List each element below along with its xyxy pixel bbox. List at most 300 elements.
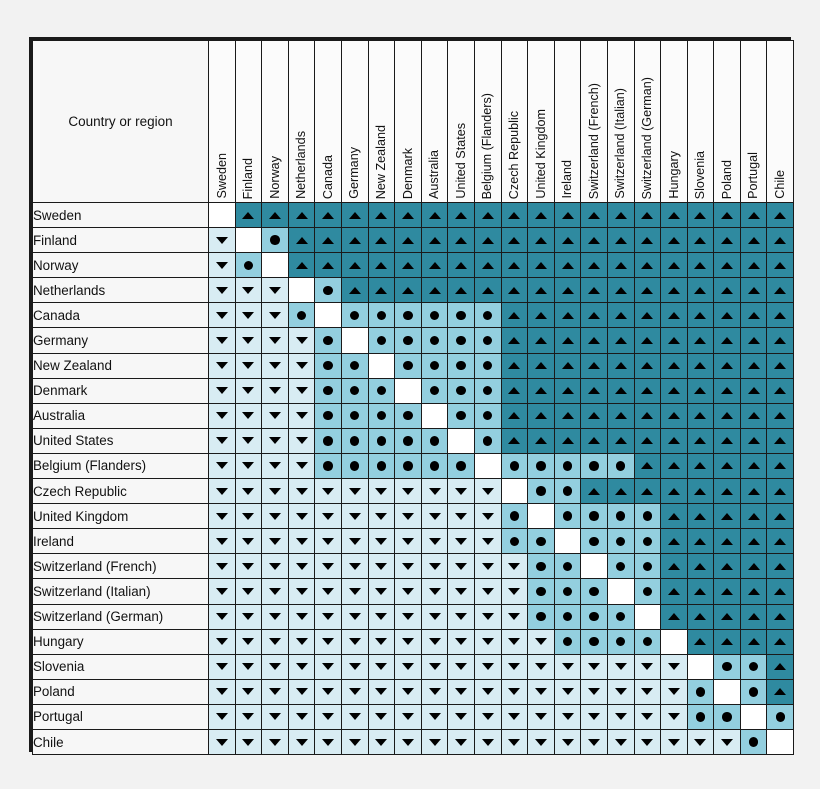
triangle-down-icon <box>216 588 228 595</box>
matrix-cell <box>554 378 581 403</box>
table-row <box>33 504 794 529</box>
matrix-cell <box>581 479 608 504</box>
triangle-up-icon <box>349 287 361 294</box>
matrix-cell <box>395 479 422 504</box>
triangle-up-icon <box>588 262 600 269</box>
matrix-cell <box>235 203 262 228</box>
triangle-up-icon <box>748 287 760 294</box>
triangle-up-icon <box>694 538 706 545</box>
matrix-cell <box>474 504 501 529</box>
matrix-cell <box>740 403 767 428</box>
matrix-cell <box>607 228 634 253</box>
column-header-6 <box>341 41 368 203</box>
matrix-cell <box>395 504 422 529</box>
triangle-up-icon <box>402 262 414 269</box>
matrix-cell <box>714 303 741 328</box>
triangle-down-icon <box>296 337 308 344</box>
circle-icon <box>350 461 359 470</box>
matrix-cell <box>262 729 289 754</box>
matrix-cell <box>209 579 236 604</box>
triangle-down-icon <box>482 613 494 620</box>
matrix-cell <box>767 579 794 604</box>
table-row <box>33 554 794 579</box>
circle-icon <box>403 361 412 370</box>
triangle-up-icon <box>668 613 680 620</box>
triangle-up-icon <box>322 212 334 219</box>
triangle-up-icon <box>508 437 520 444</box>
matrix-cell <box>581 453 608 478</box>
circle-icon <box>776 712 785 721</box>
triangle-up-icon <box>748 488 760 495</box>
triangle-down-icon <box>269 713 281 720</box>
matrix-cell <box>661 203 688 228</box>
triangle-up-icon <box>588 412 600 419</box>
circle-icon <box>563 461 572 470</box>
matrix-cell <box>740 228 767 253</box>
triangle-down-icon <box>375 613 387 620</box>
matrix-cell <box>395 428 422 453</box>
matrix-cell <box>209 604 236 629</box>
matrix-cell <box>368 278 395 303</box>
matrix-cell <box>262 629 289 654</box>
triangle-down-icon <box>269 513 281 520</box>
matrix-cell <box>501 228 528 253</box>
triangle-up-icon <box>668 437 680 444</box>
table-row <box>33 303 794 328</box>
triangle-up-icon <box>375 237 387 244</box>
circle-icon <box>643 562 652 571</box>
triangle-down-icon <box>216 237 228 244</box>
triangle-up-icon <box>615 237 627 244</box>
matrix-cell <box>235 579 262 604</box>
triangle-down-icon <box>269 462 281 469</box>
matrix-cell <box>209 278 236 303</box>
matrix-cell <box>235 729 262 754</box>
circle-icon <box>643 637 652 646</box>
matrix-cell <box>661 554 688 579</box>
matrix-cell <box>554 403 581 428</box>
table-row <box>33 378 794 403</box>
matrix-cell <box>581 529 608 554</box>
column-header-label: United States <box>453 123 468 199</box>
matrix-cell <box>209 554 236 579</box>
triangle-up-icon <box>402 237 414 244</box>
triangle-down-icon <box>508 638 520 645</box>
matrix-cell <box>421 353 448 378</box>
triangle-down-icon <box>482 739 494 746</box>
matrix-cell <box>740 504 767 529</box>
triangle-up-icon <box>588 237 600 244</box>
matrix-cell <box>288 228 315 253</box>
matrix-cell <box>341 629 368 654</box>
triangle-down-icon <box>216 513 228 520</box>
circle-icon <box>536 562 545 571</box>
triangle-up-icon <box>774 613 786 620</box>
matrix-cell <box>341 228 368 253</box>
matrix-cell <box>474 479 501 504</box>
matrix-cell <box>581 228 608 253</box>
matrix-cell <box>740 328 767 353</box>
column-header-7 <box>368 41 395 203</box>
matrix-cell <box>315 504 342 529</box>
column-header-label: Hungary <box>666 151 681 199</box>
matrix-cell <box>714 453 741 478</box>
matrix-cell <box>740 654 767 679</box>
triangle-up-icon <box>641 437 653 444</box>
matrix-cell <box>634 328 661 353</box>
circle-icon <box>563 637 572 646</box>
matrix-cell <box>581 504 608 529</box>
matrix-cell <box>661 403 688 428</box>
matrix-cell <box>661 604 688 629</box>
matrix-cell <box>262 278 289 303</box>
triangle-down-icon <box>429 663 441 670</box>
triangle-up-icon <box>721 538 733 545</box>
triangle-up-icon <box>721 613 733 620</box>
triangle-down-icon <box>455 613 467 620</box>
triangle-up-icon <box>375 212 387 219</box>
matrix-cell <box>315 228 342 253</box>
matrix-cell <box>607 579 634 604</box>
matrix-cell <box>315 629 342 654</box>
matrix-cell <box>661 353 688 378</box>
triangle-down-icon <box>322 513 334 520</box>
row-header-label: Chile <box>33 729 209 754</box>
matrix-cell <box>288 679 315 704</box>
matrix-cell <box>740 303 767 328</box>
triangle-down-icon <box>269 362 281 369</box>
matrix-cell <box>554 679 581 704</box>
triangle-up-icon <box>668 262 680 269</box>
triangle-up-icon <box>562 412 574 419</box>
matrix-cell <box>262 353 289 378</box>
triangle-down-icon <box>402 513 414 520</box>
matrix-cell <box>554 479 581 504</box>
circle-icon <box>589 511 598 520</box>
circle-icon <box>563 511 572 520</box>
matrix-cell <box>474 704 501 729</box>
matrix-cell <box>501 554 528 579</box>
triangle-down-icon <box>216 638 228 645</box>
triangle-down-icon <box>508 713 520 720</box>
matrix-cell <box>740 579 767 604</box>
matrix-cell <box>474 378 501 403</box>
triangle-up-icon <box>774 488 786 495</box>
triangle-down-icon <box>349 513 361 520</box>
triangle-down-icon <box>269 287 281 294</box>
column-header-label: Ireland <box>560 160 575 199</box>
matrix-cell <box>501 704 528 729</box>
matrix-cell <box>501 504 528 529</box>
matrix-cell <box>607 278 634 303</box>
triangle-up-icon <box>694 212 706 219</box>
triangle-down-icon <box>455 638 467 645</box>
matrix-cell <box>395 328 422 353</box>
matrix-cell <box>368 504 395 529</box>
matrix-cell <box>395 604 422 629</box>
matrix-cell <box>661 253 688 278</box>
country-comparison-table <box>32 40 794 755</box>
matrix-cell <box>235 428 262 453</box>
table-row <box>33 328 794 353</box>
matrix-cell <box>634 579 661 604</box>
triangle-down-icon <box>375 513 387 520</box>
row-header-label: Ireland <box>33 529 209 554</box>
matrix-cell <box>448 378 475 403</box>
matrix-cell <box>687 704 714 729</box>
column-header-label: Germany <box>347 147 362 199</box>
triangle-up-icon <box>535 287 547 294</box>
triangle-up-icon <box>721 563 733 570</box>
matrix-cell <box>315 253 342 278</box>
circle-icon <box>456 311 465 320</box>
table-row <box>33 654 794 679</box>
triangle-up-icon <box>375 262 387 269</box>
triangle-up-icon <box>296 237 308 244</box>
triangle-down-icon <box>429 513 441 520</box>
matrix-cell <box>448 529 475 554</box>
column-header-5 <box>315 41 342 203</box>
triangle-up-icon <box>694 262 706 269</box>
circle-icon <box>589 461 598 470</box>
matrix-cell <box>767 679 794 704</box>
row-header-label: Switzerland (German) <box>33 604 209 629</box>
matrix-cell <box>528 378 555 403</box>
matrix-cell <box>341 654 368 679</box>
matrix-cell <box>421 303 448 328</box>
column-header-9 <box>421 41 448 203</box>
circle-icon <box>270 235 279 244</box>
triangle-down-icon <box>242 488 254 495</box>
triangle-up-icon <box>615 262 627 269</box>
matrix-cell <box>395 253 422 278</box>
triangle-down-icon <box>429 488 441 495</box>
triangle-down-icon <box>296 713 308 720</box>
circle-icon <box>456 411 465 420</box>
matrix-cell <box>474 629 501 654</box>
triangle-up-icon <box>588 287 600 294</box>
matrix-cell <box>661 654 688 679</box>
matrix-cell <box>341 579 368 604</box>
triangle-up-icon <box>774 362 786 369</box>
circle-icon <box>403 311 412 320</box>
matrix-cell <box>421 403 448 428</box>
matrix-cell <box>235 554 262 579</box>
matrix-cell <box>714 604 741 629</box>
matrix-cell <box>634 428 661 453</box>
triangle-up-icon <box>641 237 653 244</box>
triangle-down-icon <box>322 563 334 570</box>
matrix-cell <box>341 453 368 478</box>
column-header-label: Netherlands <box>294 131 309 199</box>
matrix-cell <box>767 328 794 353</box>
column-header-11 <box>474 41 501 203</box>
column-header-label: Finland <box>241 157 256 199</box>
matrix-cell <box>634 228 661 253</box>
matrix-cell <box>395 378 422 403</box>
circle-icon <box>483 386 492 395</box>
matrix-cell <box>554 228 581 253</box>
triangle-up-icon <box>748 437 760 444</box>
triangle-down-icon <box>322 739 334 746</box>
triangle-down-icon <box>242 312 254 319</box>
triangle-up-icon <box>535 312 547 319</box>
row-header-label: Netherlands <box>33 278 209 303</box>
triangle-up-icon <box>694 613 706 620</box>
row-header-label: New Zealand <box>33 353 209 378</box>
matrix-cell <box>687 504 714 529</box>
matrix-cell <box>740 729 767 754</box>
matrix-cell <box>767 629 794 654</box>
matrix-cell <box>315 529 342 554</box>
circle-icon <box>616 537 625 546</box>
triangle-down-icon <box>429 638 441 645</box>
matrix-cell <box>714 729 741 754</box>
matrix-cell <box>341 604 368 629</box>
triangle-up-icon <box>269 212 281 219</box>
matrix-cell <box>315 453 342 478</box>
matrix-cell <box>341 303 368 328</box>
matrix-cell <box>634 554 661 579</box>
triangle-down-icon <box>508 563 520 570</box>
triangle-down-icon <box>668 739 680 746</box>
circle-icon <box>563 562 572 571</box>
triangle-down-icon <box>402 538 414 545</box>
matrix-cell <box>634 729 661 754</box>
matrix-cell <box>528 453 555 478</box>
matrix-cell <box>341 428 368 453</box>
matrix-cell <box>634 403 661 428</box>
matrix-cell <box>740 479 767 504</box>
triangle-up-icon <box>641 262 653 269</box>
matrix-cell <box>634 704 661 729</box>
triangle-up-icon <box>694 563 706 570</box>
triangle-up-icon <box>668 312 680 319</box>
triangle-down-icon <box>216 462 228 469</box>
matrix-cell <box>341 253 368 278</box>
matrix-cell <box>421 704 448 729</box>
matrix-cell <box>581 403 608 428</box>
matrix-cell <box>395 729 422 754</box>
matrix-cell <box>448 453 475 478</box>
matrix-cell <box>288 654 315 679</box>
triangle-down-icon <box>641 713 653 720</box>
column-header-13 <box>528 41 555 203</box>
matrix-cell <box>554 203 581 228</box>
column-header-label: Denmark <box>400 147 415 199</box>
triangle-up-icon <box>721 337 733 344</box>
matrix-cell <box>501 203 528 228</box>
triangle-up-icon <box>721 588 733 595</box>
matrix-cell <box>474 278 501 303</box>
circle-icon <box>403 461 412 470</box>
matrix-cell <box>528 679 555 704</box>
triangle-up-icon <box>562 287 574 294</box>
triangle-up-icon <box>349 237 361 244</box>
circle-icon <box>323 461 332 470</box>
triangle-down-icon <box>641 663 653 670</box>
matrix-cell <box>634 529 661 554</box>
matrix-cell <box>262 428 289 453</box>
circle-icon <box>403 336 412 345</box>
triangle-down-icon <box>349 613 361 620</box>
triangle-down-icon <box>402 663 414 670</box>
matrix-cell <box>235 353 262 378</box>
matrix-cell <box>607 328 634 353</box>
matrix-cell <box>315 729 342 754</box>
matrix-cell <box>474 654 501 679</box>
matrix-cell <box>421 328 448 353</box>
triangle-down-icon <box>455 688 467 695</box>
triangle-down-icon <box>296 462 308 469</box>
matrix-cell <box>448 253 475 278</box>
matrix-cell <box>501 654 528 679</box>
circle-icon <box>616 562 625 571</box>
triangle-down-icon <box>322 688 334 695</box>
matrix-cell <box>687 679 714 704</box>
matrix-cell <box>315 378 342 403</box>
matrix-cell <box>581 378 608 403</box>
triangle-up-icon <box>349 212 361 219</box>
matrix-cell <box>581 579 608 604</box>
triangle-up-icon <box>562 387 574 394</box>
matrix-cell <box>341 203 368 228</box>
circle-icon <box>377 311 386 320</box>
matrix-cell <box>474 679 501 704</box>
triangle-down-icon <box>269 312 281 319</box>
matrix-cell <box>501 328 528 353</box>
row-header-label: United Kingdom <box>33 504 209 529</box>
matrix-cell <box>528 654 555 679</box>
table-row <box>33 479 794 504</box>
matrix-cell <box>288 554 315 579</box>
matrix-cell <box>474 579 501 604</box>
triangle-up-icon <box>482 287 494 294</box>
triangle-down-icon <box>402 739 414 746</box>
matrix-cell <box>554 453 581 478</box>
matrix-cell <box>368 453 395 478</box>
matrix-cell <box>421 529 448 554</box>
circle-icon <box>563 486 572 495</box>
triangle-up-icon <box>694 513 706 520</box>
matrix-cell <box>581 253 608 278</box>
triangle-down-icon <box>216 713 228 720</box>
circle-icon <box>430 336 439 345</box>
matrix-cell <box>581 604 608 629</box>
circle-icon <box>563 587 572 596</box>
matrix-cell <box>687 604 714 629</box>
circle-icon <box>403 436 412 445</box>
column-header-18 <box>661 41 688 203</box>
triangle-down-icon <box>562 713 574 720</box>
matrix-cell <box>528 729 555 754</box>
triangle-down-icon <box>482 638 494 645</box>
matrix-cell <box>740 604 767 629</box>
triangle-up-icon <box>748 362 760 369</box>
table-row <box>33 679 794 704</box>
matrix-cell <box>448 629 475 654</box>
matrix-cell <box>528 504 555 529</box>
triangle-down-icon <box>296 538 308 545</box>
triangle-up-icon <box>748 237 760 244</box>
circle-icon <box>589 537 598 546</box>
matrix-cell <box>209 679 236 704</box>
triangle-up-icon <box>588 337 600 344</box>
triangle-up-icon <box>482 237 494 244</box>
triangle-down-icon <box>375 488 387 495</box>
circle-icon <box>483 336 492 345</box>
table-row <box>33 729 794 754</box>
